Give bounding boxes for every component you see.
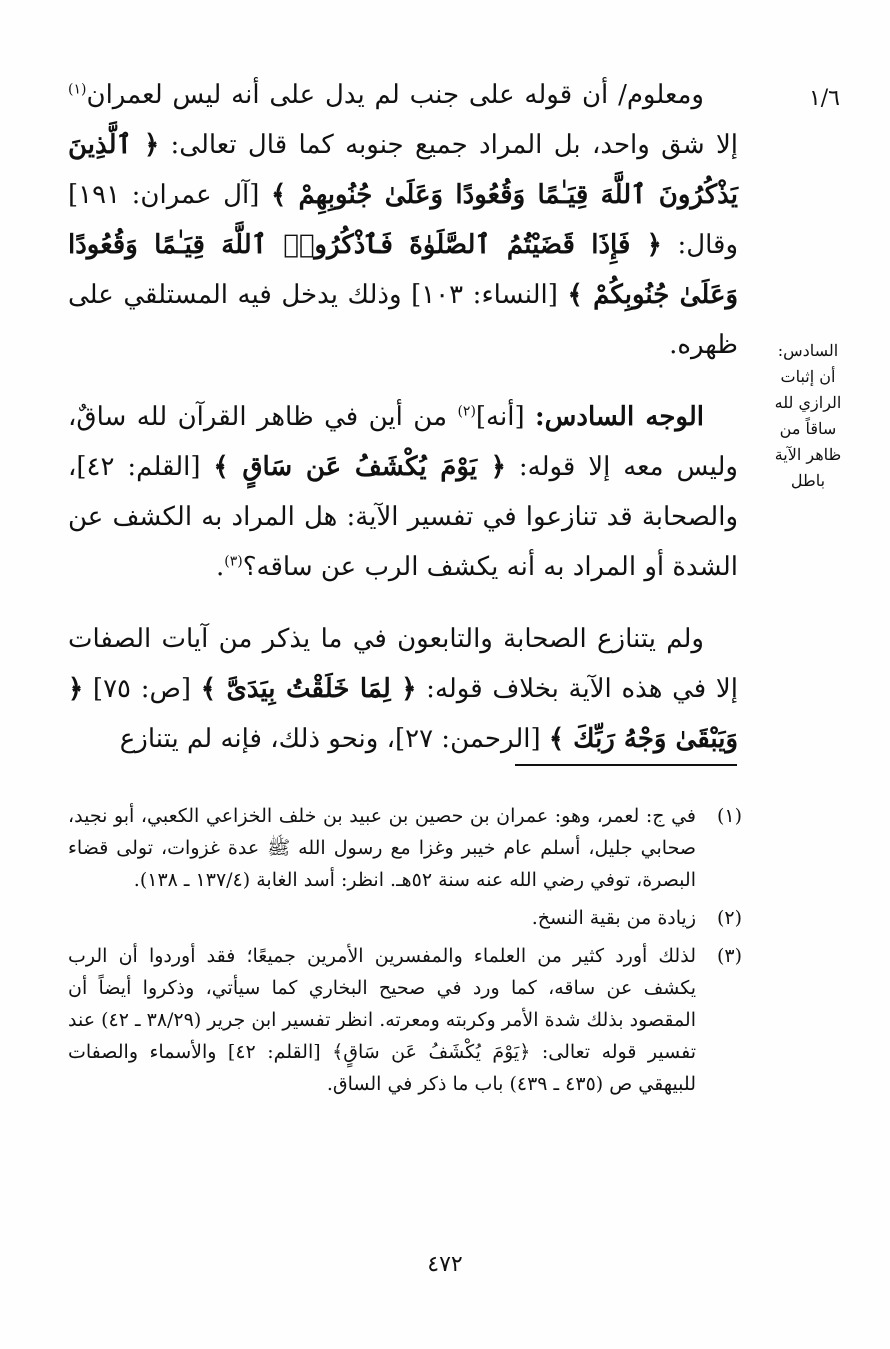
quran-verse-sad-75: ﴿ لِمَا خَلَقْتُ بِيَدَىَّ ﴾ [200, 674, 417, 704]
page-number: ٤٧٢ [427, 1252, 463, 1277]
quran-verse-al-imran-191: ﴿ ٱلَّذِينَ يَذْكُرُونَ ٱللَّهَ قِيَـٰمًا وَقُعُودًا وَعَلَىٰ جُنُوبِهِمْ ﴾ [68, 130, 738, 210]
footnote-1 [68, 800, 742, 896]
footnote-ref-3[interactable]: (٣) [224, 553, 243, 570]
paragraph-3-text-a: ولم يتنازع الصحابة والتابعون في ما يذكر من آيات الصفات إلا في هذه الآية بخلاف قوله: [68, 624, 738, 704]
footnote-text: زيادة من بقية النسخ. [531, 907, 696, 929]
paragraph-3-text-b: [ص: ٧٥] [83, 674, 201, 704]
footnote-2 [68, 902, 742, 934]
margin-heading-note: السادس: أن إثبات الرازي لله ساقاً من ظاهر الآية باطل [774, 341, 842, 490]
manuscript-page-ref: ١/٦ [808, 86, 840, 111]
paragraph-2-text-d: . [216, 552, 225, 582]
paragraph-1-opening: ومعلوم/ أن قوله على جنب لم يدل على أنه ليس لعمران [86, 80, 704, 110]
quran-verse-ar-rahman-27: ﴿ وَيَبْقَىٰ وَجْهُ رَبِّكَ ﴾ [68, 674, 738, 754]
section-heading-sixth-aspect: الوجه السادس: [535, 402, 705, 432]
footnote-number: (٣) [716, 945, 742, 967]
paragraph-2-text-b: من أين في ظاهر القرآن لله ساقٌ، وليس معه إلا قوله: [68, 402, 738, 482]
paragraph-3-text-c: [الرحمن: ٢٧]، ونحو ذلك، فإنه لم يتنازع [119, 724, 549, 754]
paragraph-1-text-b: [آل عمران: ١٩١] وقال: [68, 180, 738, 260]
footnote-ref-1[interactable]: (١) [68, 81, 87, 98]
footnote-number: (١) [716, 805, 742, 827]
footnote-number: (٢) [716, 907, 742, 929]
paragraph-2-text-a: [أنه] [475, 402, 536, 432]
footnote-text: لذلك أورد كثير من العلماء والمفسرين الأمرين جميعًا؛ فقد أوردوا أن الرب يكشف عن ساقه، كما ورد في صحيح البخاري كما سيأتي، وذكروا أيضاً أن المقصود بذلك شدة الأمر وكربته ومعرته. انظر تفسير ابن جرير (٣٨/٢٩ ـ ٤٢) عند تفسير قوله تعالى: ﴿يَوْمَ يُكْشَفُ عَن سَاقٍ﴾ [القلم: ٤٢] والأسماء والصفات للبيهقي ص (٤٣٥ ـ ٤٣٩) باب ما ذكر في الساق. [68, 945, 696, 1095]
paragraph-1-text-a: إلا شق واحد، بل المراد جميع جنوبه كما قال تعالى: [159, 130, 739, 160]
footnotes-section [68, 800, 742, 1106]
paragraph-1 [68, 70, 738, 370]
footnote-text: في ج: لعمر، وهو: عمران بن حصين بن عبيد بن خلف الخزاعي الكعبي، أبو نجيد، صحابي جليل، أسلم عام خيبر وغزا مع رسول الله ﷺ عدة غزوات، تولى قضاء البصرة، توفي رضي الله عنه سنة ٥٢هـ. انظر: أسد الغابة (١٣٧/٤ ـ ١٣٨). [68, 805, 696, 891]
quran-verse-an-nisa-103: ﴿ فَإِذَا قَضَيْتُمُ ٱلصَّلَوٰةَ فَٱذْكُرُوا۟ ٱللَّهَ قِيَـٰمًا وَقُعُودًا وَعَلَىٰ جُنُوبِكُمْ ﴾ [68, 230, 739, 310]
main-text [68, 70, 738, 764]
paragraph-1-text-c: [النساء: ١٠٣] وذلك يدخل فيه المستلقي على ظهره. [68, 280, 738, 360]
quran-verse-al-qalam-42: ﴿ يَوْمَ يُكْشَفُ عَن سَاقٍ ﴾ [213, 452, 506, 482]
footnote-ref-2[interactable]: (٢) [457, 403, 476, 420]
paragraph-3 [68, 614, 738, 764]
footnote-divider [515, 764, 737, 766]
paragraph-2 [68, 392, 738, 592]
footnote-3 [68, 940, 742, 1100]
paragraph-2-text-c: [القلم: ٤٢]، والصحابة قد تنازعوا في تفسير الآية: هل المراد به الكشف عن الشدة أو المراد به أنه يكشف الرب عن ساقه؟ [68, 452, 738, 582]
